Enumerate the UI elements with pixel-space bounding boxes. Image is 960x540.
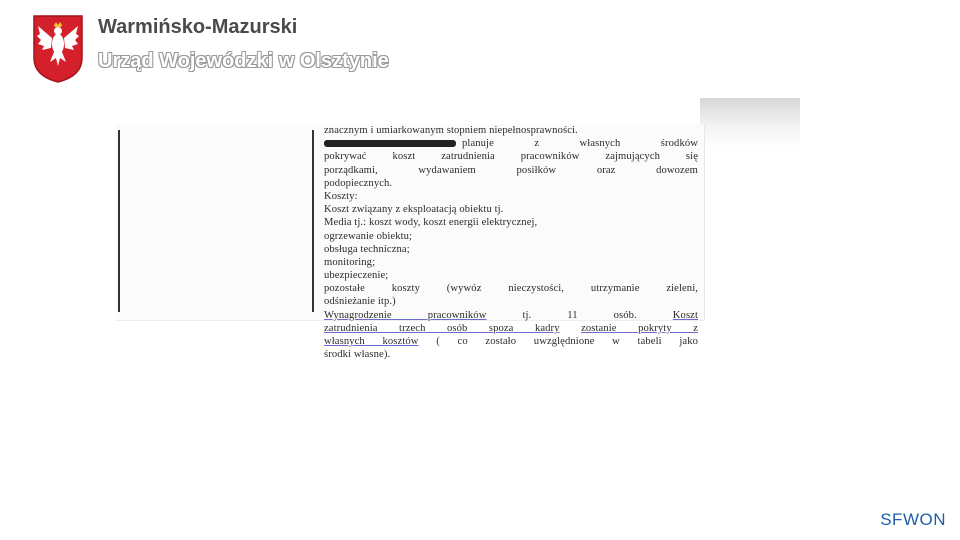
underlined-text: zostanie pokryty z [581, 322, 698, 334]
document-text [324, 124, 698, 361]
underlined-text: Koszt [672, 309, 698, 321]
doc-line [324, 322, 698, 335]
doc-line: pozostałe koszty (wywóz nieczystości, utrzymanie zieleni, [324, 283, 698, 295]
coat-of-arms-logo [30, 14, 86, 84]
doc-line: ogrzewanie obiektu; [324, 230, 413, 242]
underlined-text: Wynagrodzenie pracowników [324, 309, 487, 321]
office-name-line2: Urząd Wojewódzki w Olsztynie [98, 50, 389, 72]
doc-line: Wynagrodzenie pracowników tj. 11 osób. Koszt [324, 309, 698, 321]
doc-line: planuje z własnych środków [324, 137, 698, 150]
redaction-mark [324, 140, 456, 147]
doc-line: obsługa techniczna; [324, 243, 410, 255]
doc-line: porządkami, wydawaniem posiłków oraz dowozem [324, 164, 698, 176]
underlined-text: własnych kosztów [324, 336, 419, 347]
doc-line: monitoring; [324, 256, 376, 268]
office-name-line1: Warmińsko-Mazurski [98, 16, 298, 38]
table-border-inner [312, 130, 314, 312]
scan-page-shadow [700, 98, 800, 148]
underlined-text: zatrudnienia trzech osób spoza kadry [324, 322, 560, 334]
doc-line: znacznym i umiarkowanym stopniem niepełnosprawności. [324, 125, 578, 136]
doc-line: podopiecznych. [324, 177, 393, 189]
doc-line: Koszt związany z eksploatacją obiektu tj. [324, 204, 504, 216]
doc-line: Media tj.: koszt wody, koszt energii elektrycznej, [324, 217, 538, 229]
doc-line: ubezpieczenie; [324, 270, 389, 282]
footer-mark: SFWON [880, 510, 946, 529]
doc-line: własnych kosztów ( co zostało uwzględnione w tabeli jako [324, 336, 698, 347]
doc-line: odśnieżanie itp.) [324, 296, 396, 308]
scanned-document [116, 124, 705, 361]
doc-line: środki własne). [324, 349, 391, 361]
table-border-left [118, 130, 120, 312]
doc-line: pokrywać koszt zatrudnienia pracowników zajmujących się [324, 151, 698, 163]
doc-line: Koszty: [324, 190, 358, 202]
